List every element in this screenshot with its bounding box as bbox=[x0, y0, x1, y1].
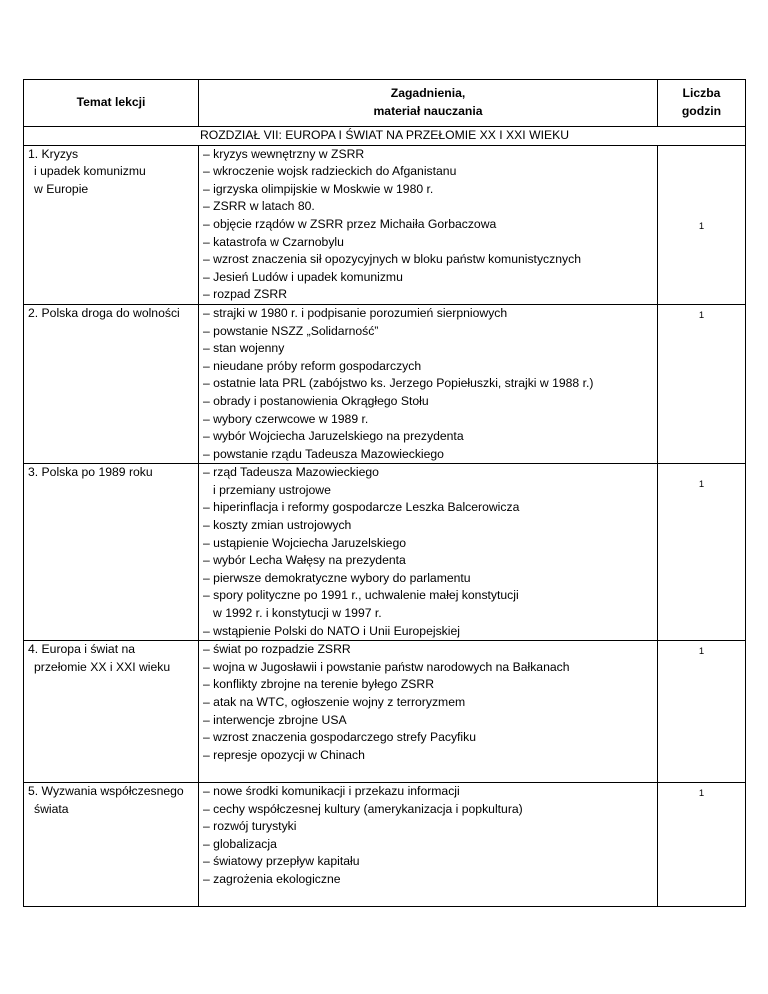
table-row bbox=[24, 145, 746, 304]
table-row bbox=[24, 304, 746, 463]
list-item: – światowy przepływ kapitału bbox=[203, 854, 360, 869]
chapter-title: ROZDZIAŁ VII: EUROPA I ŚWIAT NA PRZEŁOMIE XX I XXI WIEKU bbox=[24, 127, 746, 146]
lesson-issues bbox=[199, 304, 658, 463]
list-item: – wybór Wojciecha Jaruzelskiego na prezydenta bbox=[203, 429, 464, 444]
list-item: – interwencje zbrojne USA bbox=[203, 712, 347, 727]
topic-line: 5. Wyzwania współczesnego bbox=[28, 783, 184, 798]
list-item: – rozwój turystyki bbox=[203, 819, 297, 834]
list-item: – kryzys wewnętrzny w ZSRR bbox=[203, 146, 365, 161]
hours-value: 1 bbox=[698, 309, 705, 321]
lesson-topic bbox=[24, 641, 199, 783]
list-item: – wybór Lecha Wałęsy na prezydenta bbox=[203, 553, 406, 568]
list-item: – spory polityczne po 1991 r., uchwalenie małej konstytucji bbox=[203, 588, 519, 603]
lesson-hours bbox=[658, 464, 746, 641]
lesson-hours bbox=[658, 641, 746, 783]
list-item: – pierwsze demokratyczne wybory do parlamentu bbox=[203, 570, 471, 585]
topic-line: 2. Polska droga do wolności bbox=[28, 305, 180, 320]
hours-value: 1 bbox=[698, 646, 705, 658]
chapter-row bbox=[24, 127, 746, 146]
list-item: – ustąpienie Wojciecha Jaruzelskiego bbox=[203, 535, 407, 550]
list-item: – igrzyska olimpijskie w Moskwie w 1980 r. bbox=[203, 181, 434, 196]
list-item: – cechy współczesnej kultury (amerykanizacja i popkultura) bbox=[203, 801, 523, 816]
header-issues-line2: materiał nauczania bbox=[373, 104, 483, 118]
lesson-hours bbox=[658, 145, 746, 304]
topic-line: 1. Kryzys bbox=[28, 146, 79, 161]
lesson-topic bbox=[24, 304, 199, 463]
list-item: – rozpad ZSRR bbox=[203, 287, 287, 302]
list-item: – katastrofa w Czarnobylu bbox=[203, 234, 344, 249]
list-item: – stan wojenny bbox=[203, 341, 285, 356]
list-item: – zagrożenia ekologiczne bbox=[203, 871, 341, 886]
hours-value: 1 bbox=[698, 787, 705, 799]
topic-line: przełomie XX i XXI wieku bbox=[34, 659, 171, 674]
list-item: – hiperinflacja i reformy gospodarcze Leszka Balcerowicza bbox=[203, 500, 520, 515]
list-item: w 1992 r. i konstytucji w 1997 r. bbox=[213, 606, 382, 621]
list-item: – strajki w 1980 r. i podpisanie porozumień sierpniowych bbox=[203, 305, 508, 320]
list-item: – objęcie rządów w ZSRR przez Michaiła Gorbaczowa bbox=[203, 216, 497, 231]
list-item: i przemiany ustrojowe bbox=[213, 482, 331, 497]
list-item: – powstanie rządu Tadeusza Mazowieckiego bbox=[203, 446, 444, 461]
list-item: – obrady i postanowienia Okrągłego Stołu bbox=[203, 393, 429, 408]
header-issues-line1: Zagadnienia, bbox=[390, 86, 466, 101]
list-item: – wkroczenie wojsk radzieckich do Afganistanu bbox=[203, 164, 457, 179]
topic-line: w Europie bbox=[34, 181, 89, 196]
header-issues bbox=[199, 80, 658, 127]
list-item: – wojna w Jugosławii i powstanie państw narodowych na Bałkanach bbox=[203, 659, 570, 674]
header-hours-line2: godzin bbox=[681, 104, 722, 118]
list-item: – koszty zmian ustrojowych bbox=[203, 518, 352, 533]
list-item: – świat po rozpadzie ZSRR bbox=[203, 642, 351, 657]
topic-line: 3. Polska po 1989 roku bbox=[28, 465, 153, 480]
lesson-topic bbox=[24, 782, 199, 906]
list-item: – globalizacja bbox=[203, 836, 277, 851]
list-item: – nowe środki komunikacji i przekazu informacji bbox=[203, 783, 460, 798]
list-item: – ZSRR w latach 80. bbox=[203, 199, 315, 214]
list-item: – wybory czerwcowe w 1989 r. bbox=[203, 411, 369, 426]
header-hours-line1: Liczba bbox=[682, 86, 721, 101]
table-row bbox=[24, 464, 746, 641]
list-item: – atak na WTC, ogłoszenie wojny z terroryzmem bbox=[203, 695, 466, 709]
hours-value: 1 bbox=[698, 220, 705, 232]
list-item: – wzrost znaczenia gospodarczego strefy Pacyfiku bbox=[203, 730, 476, 745]
topic-line: 4. Europa i świat na bbox=[28, 642, 136, 657]
topic-line: świata bbox=[34, 801, 69, 816]
list-item: – powstanie NSZZ „Solidarność” bbox=[203, 323, 379, 338]
header-row bbox=[24, 80, 746, 127]
lesson-issues bbox=[199, 464, 658, 641]
header-hours bbox=[658, 80, 746, 127]
header-topic: Temat lekcji bbox=[24, 80, 199, 127]
table-row bbox=[24, 782, 746, 906]
list-item: – represje opozycji w Chinach bbox=[203, 747, 365, 762]
list-item: – konflikty zbrojne na terenie byłego ZSRR bbox=[203, 677, 435, 692]
lesson-hours bbox=[658, 304, 746, 463]
lesson-topic bbox=[24, 464, 199, 641]
list-item: – Jesień Ludów i upadek komunizmu bbox=[203, 269, 403, 284]
hours-value: 1 bbox=[698, 479, 705, 491]
lesson-issues bbox=[199, 145, 658, 304]
list-item: – rząd Tadeusza Mazowieckiego bbox=[203, 465, 379, 480]
lesson-hours bbox=[658, 782, 746, 906]
list-item: – ostatnie lata PRL (zabójstwo ks. Jerzego Popiełuszki, strajki w 1988 r.) bbox=[203, 376, 594, 391]
list-item: – nieudane próby reform gospodarczych bbox=[203, 358, 422, 373]
lesson-issues bbox=[199, 782, 658, 906]
table-row bbox=[24, 641, 746, 783]
list-item: – wstąpienie Polski do NATO i Unii Europejskiej bbox=[203, 623, 460, 638]
lesson-plan-table bbox=[23, 79, 746, 907]
topic-line: i upadek komunizmu bbox=[34, 164, 146, 179]
list-item: – wzrost znaczenia sił opozycyjnych w bloku państw komunistycznych bbox=[203, 252, 581, 267]
lesson-issues bbox=[199, 641, 658, 783]
lesson-topic bbox=[24, 145, 199, 304]
